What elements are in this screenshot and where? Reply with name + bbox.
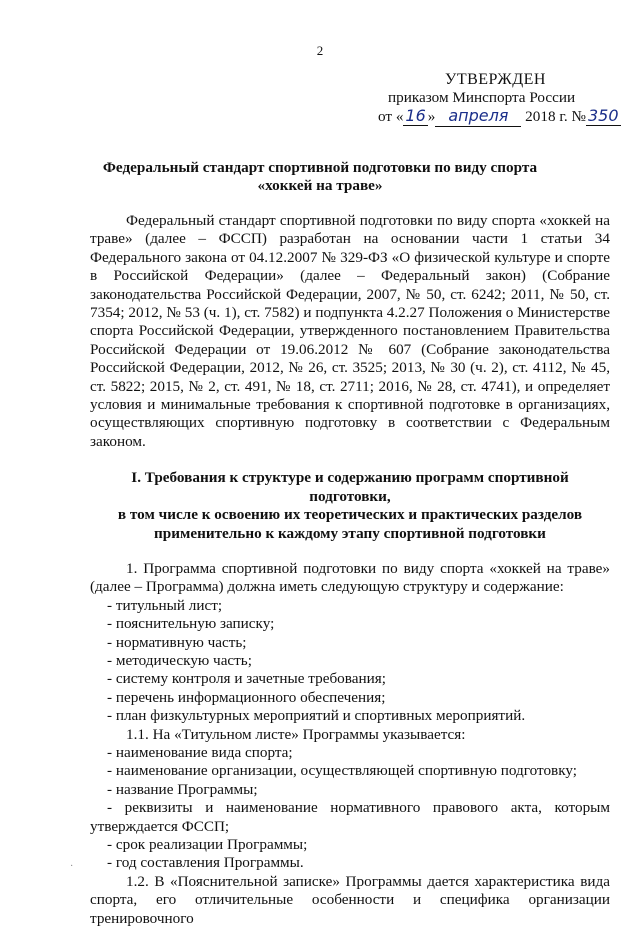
document-title bbox=[90, 159, 550, 196]
list-item: - перечень информационного обеспечения; bbox=[107, 688, 386, 706]
scan-mark: · bbox=[70, 861, 74, 872]
paragraph-1: 1. Программа спортивной подготовки по виду спорта «хоккей на траве» (далее – Программа) должна иметь следующую структуру и содержание: bbox=[90, 559, 610, 596]
list-item: - реквизиты и наименование нормативного правового акта, которым утверждается ФССП; bbox=[90, 799, 610, 835]
section-1-heading bbox=[90, 469, 610, 543]
section-heading-line-2: в том числе к освоению их теоретических и практических разделов bbox=[117, 506, 583, 524]
paragraph-1-1: 1.1. На «Титульном листе» Программы указывается: bbox=[126, 725, 466, 743]
list-item: - систему контроля и зачетные требования; bbox=[107, 670, 386, 688]
date-year: 2018 г. № bbox=[521, 108, 586, 126]
list-item: - нормативную часть; bbox=[107, 633, 247, 651]
handwritten-day: 16 bbox=[405, 106, 426, 126]
title-line-1: Федеральный стандарт спортивной подготовки по виду спорта bbox=[102, 159, 538, 176]
list-item: - наименование вида спорта; bbox=[107, 743, 293, 761]
handwritten-month: апреля bbox=[435, 107, 521, 126]
section-heading-line-1: I. Требования к структуре и содержанию программ спортивной подготовки, bbox=[131, 469, 569, 505]
section-heading-line-3: применительно к каждому этапу спортивной подготовки bbox=[154, 524, 546, 542]
title-line-2: «хоккей на траве» bbox=[257, 177, 383, 195]
list-item: - название Программы; bbox=[107, 780, 258, 798]
date-prefix: от « bbox=[378, 108, 404, 126]
handwritten-order-number: 350 bbox=[587, 106, 619, 126]
approval-date bbox=[378, 107, 618, 126]
list-item: - наименование организации, осуществляющей спортивную подготовку; bbox=[107, 762, 577, 780]
date-mid: » bbox=[427, 108, 436, 126]
list-item: - методическую часть; bbox=[107, 651, 252, 669]
list-item: - план физкультурных мероприятий и спортивных мероприятий. bbox=[107, 707, 526, 725]
intro-paragraph: Федеральный стандарт спортивной подготовки по виду спорта «хоккей на траве» (далее – ФССП) разработан на основании части 1 статьи 34 Федерального закона от 04.12.2007 № 329-ФЗ «О физической культуре и спорте в Российской Федерации» (далее – Федеральный закон) (Собрание законодательства Российской Федерации, 2007, № 50, ст. 6242; 2011, № 50, ст. 7354; 2012, № 53 (ч. 1), ст. 7582) и подпункта 4.2.27 Положения о Министерстве спорта Российской Федерации, утвержденного постановлением Правительства Российской Федерации от 19.06.2012 № 607 (Собрание законодательства Российской Федерации, 2012, № 26, ст. 3525; 2013, № 30 (ч. 2), ст. 4112, № 45, ст. 5822; 2015, № 2, ст. 491, № 18, ст. 2711; 2016, № 28, ст. 4741), и определяет условия и минимальные требования к спортивной подготовке в организациях, осуществляющих спортивную подготовку в соответствии с Федеральным законом. bbox=[90, 212, 610, 450]
title-page-list bbox=[90, 744, 610, 873]
approval-authority: приказом Минспорта России bbox=[388, 89, 576, 106]
list-item: - титульный лист; bbox=[107, 596, 223, 614]
document-body bbox=[90, 212, 610, 928]
list-item: - срок реализации Программы; bbox=[107, 836, 308, 853]
paragraph-1-2: 1.2. В «Пояснительной записке» Программы дается характеристика вида спорта, его отличительные особенности и специфика организации тренировочного bbox=[90, 872, 610, 927]
page-number: 2 bbox=[316, 43, 324, 58]
approval-stamp bbox=[378, 70, 618, 127]
approval-title: УТВЕРЖДЕН bbox=[445, 71, 546, 88]
structure-list bbox=[90, 597, 610, 726]
list-item: - пояснительную записку; bbox=[107, 615, 275, 633]
list-item: - год составления Программы. bbox=[107, 854, 304, 872]
